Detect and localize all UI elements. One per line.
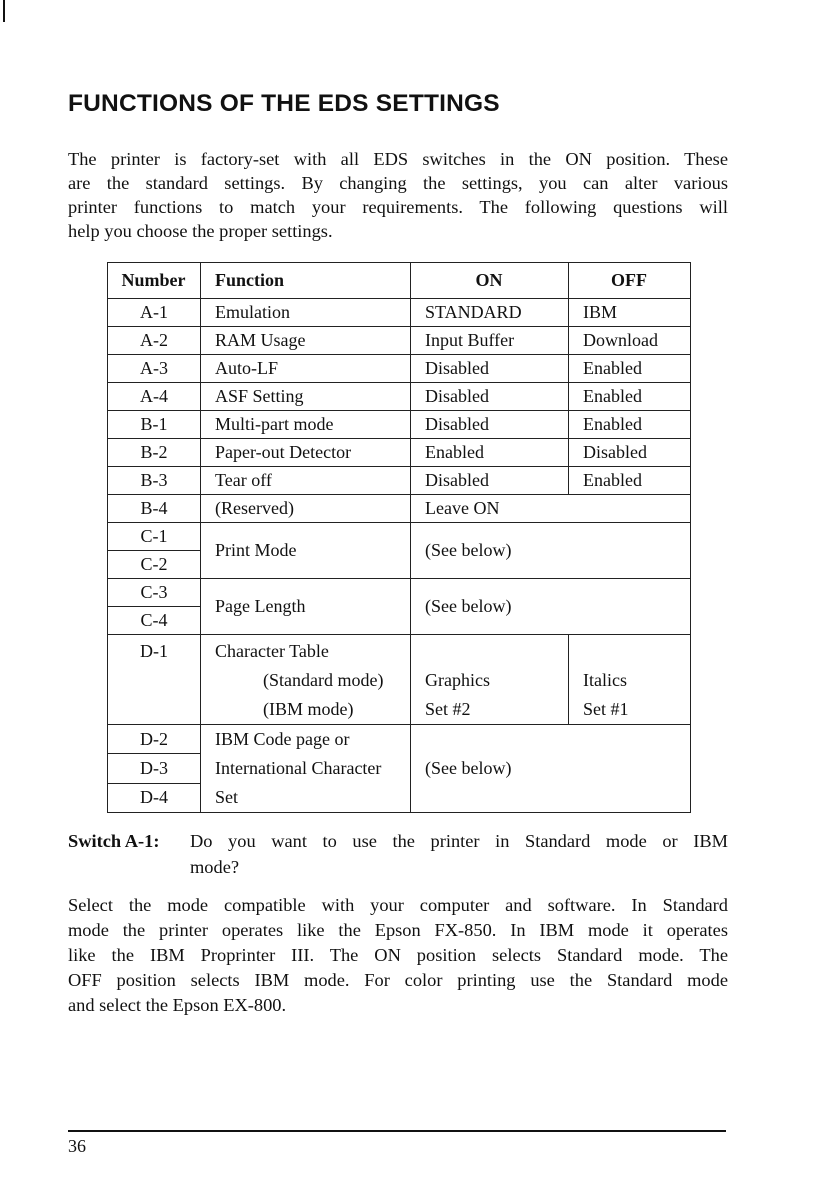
switch-label: Switch A-1: <box>68 831 160 851</box>
question-line: mode? <box>190 857 240 877</box>
table-row <box>108 327 691 355</box>
cell-off: IBM <box>569 299 691 327</box>
on-line: Graphics <box>425 670 490 690</box>
cell-off: Disabled <box>569 439 691 467</box>
cell-on <box>411 635 569 725</box>
cell-function: Print Mode <box>201 523 411 579</box>
on-line: Set #2 <box>425 699 471 719</box>
body-paragraph <box>68 893 728 1018</box>
table-row-b4 <box>108 495 691 523</box>
cell-function <box>201 725 411 813</box>
table-row-d1 <box>108 635 691 725</box>
cell-on: STANDARD <box>411 299 569 327</box>
cell-on: Disabled <box>411 355 569 383</box>
cell-function: Page Length <box>201 579 411 635</box>
cell-number: C-2 <box>108 551 201 579</box>
body-line: OFF position selects IBM mode. For color printing use the Standard mode <box>68 970 728 990</box>
function-mode-line: (Standard mode) <box>263 670 384 690</box>
cell-number: D-1 <box>108 635 201 725</box>
cell-off: Enabled <box>569 411 691 439</box>
body-line: and select the Epson EX-800. <box>68 995 287 1015</box>
eds-settings-table <box>107 262 691 813</box>
table-row-d2 <box>108 725 691 754</box>
cell-number: D-2 <box>108 725 201 754</box>
cell-setting: (See below) <box>411 725 691 813</box>
header-off: OFF <box>569 263 691 299</box>
cell-on: Disabled <box>411 383 569 411</box>
cell-on: Enabled <box>411 439 569 467</box>
cell-number: B-3 <box>108 467 201 495</box>
table-row <box>108 355 691 383</box>
intro-line: The printer is factory-set with all EDS switches in the ON position. These <box>68 149 728 169</box>
table-header-row <box>108 263 691 299</box>
cell-function: (Reserved) <box>201 495 411 523</box>
cell-number: B-2 <box>108 439 201 467</box>
cell-number: A-2 <box>108 327 201 355</box>
cell-off: Enabled <box>569 467 691 495</box>
cell-function: Emulation <box>201 299 411 327</box>
off-line: Italics <box>583 670 627 690</box>
cell-setting: (See below) <box>411 523 691 579</box>
cell-number: A-3 <box>108 355 201 383</box>
cell-number: C-1 <box>108 523 201 551</box>
footer-rule <box>68 1130 726 1132</box>
cell-function: Multi-part mode <box>201 411 411 439</box>
cell-number: C-4 <box>108 607 201 635</box>
page-number: 36 <box>68 1136 86 1156</box>
intro-line: help you choose the proper settings. <box>68 221 333 241</box>
cell-function: Tear off <box>201 467 411 495</box>
cell-number: B-1 <box>108 411 201 439</box>
table-row-c3 <box>108 579 691 607</box>
table-row <box>108 411 691 439</box>
table-row <box>108 467 691 495</box>
function-line: International Character <box>215 758 382 778</box>
cell-number: A-4 <box>108 383 201 411</box>
table-row <box>108 299 691 327</box>
cell-number: B-4 <box>108 495 201 523</box>
header-number: Number <box>108 263 201 299</box>
cell-number: D-3 <box>108 754 201 783</box>
cell-off: Download <box>569 327 691 355</box>
header-function: Function <box>201 263 411 299</box>
intro-paragraph <box>68 147 728 243</box>
header-on: ON <box>411 263 569 299</box>
cell-function: Auto-LF <box>201 355 411 383</box>
cell-number: A-1 <box>108 299 201 327</box>
body-line: mode the printer operates like the Epson FX-850. In IBM mode it operates <box>68 920 728 940</box>
page-title: FUNCTIONS OF THE EDS SETTINGS <box>68 90 500 117</box>
cell-function <box>201 635 411 725</box>
cell-off: Enabled <box>569 383 691 411</box>
body-line: like the IBM Proprinter III. The ON position selects Standard mode. The <box>68 945 728 965</box>
cell-number: C-3 <box>108 579 201 607</box>
function-line: Set <box>215 787 239 807</box>
scan-margin-mark <box>3 0 5 22</box>
body-line: Select the mode compatible with your computer and software. In Standard <box>68 895 728 915</box>
cell-number: D-4 <box>108 783 201 812</box>
cell-setting: Leave ON <box>411 495 691 523</box>
cell-setting: (See below) <box>411 579 691 635</box>
switch-question <box>190 828 728 880</box>
cell-on: Input Buffer <box>411 327 569 355</box>
cell-function: Paper-out Detector <box>201 439 411 467</box>
function-mode-line: (IBM mode) <box>263 699 354 719</box>
cell-off <box>569 635 691 725</box>
function-line: IBM Code page or <box>215 729 350 749</box>
question-line: Do you want to use the printer in Standard mode or IBM <box>190 831 728 851</box>
cell-on: Disabled <box>411 467 569 495</box>
cell-off: Enabled <box>569 355 691 383</box>
table-row <box>108 383 691 411</box>
intro-line: are the standard settings. By changing the settings, you can alter various <box>68 173 728 193</box>
intro-line: printer functions to match your requirements. The following questions will <box>68 197 728 217</box>
table-row <box>108 439 691 467</box>
table-row-c1 <box>108 523 691 551</box>
function-line: Character Table <box>215 641 329 661</box>
cell-on: Disabled <box>411 411 569 439</box>
cell-function: ASF Setting <box>201 383 411 411</box>
off-line: Set #1 <box>583 699 629 719</box>
cell-function: RAM Usage <box>201 327 411 355</box>
